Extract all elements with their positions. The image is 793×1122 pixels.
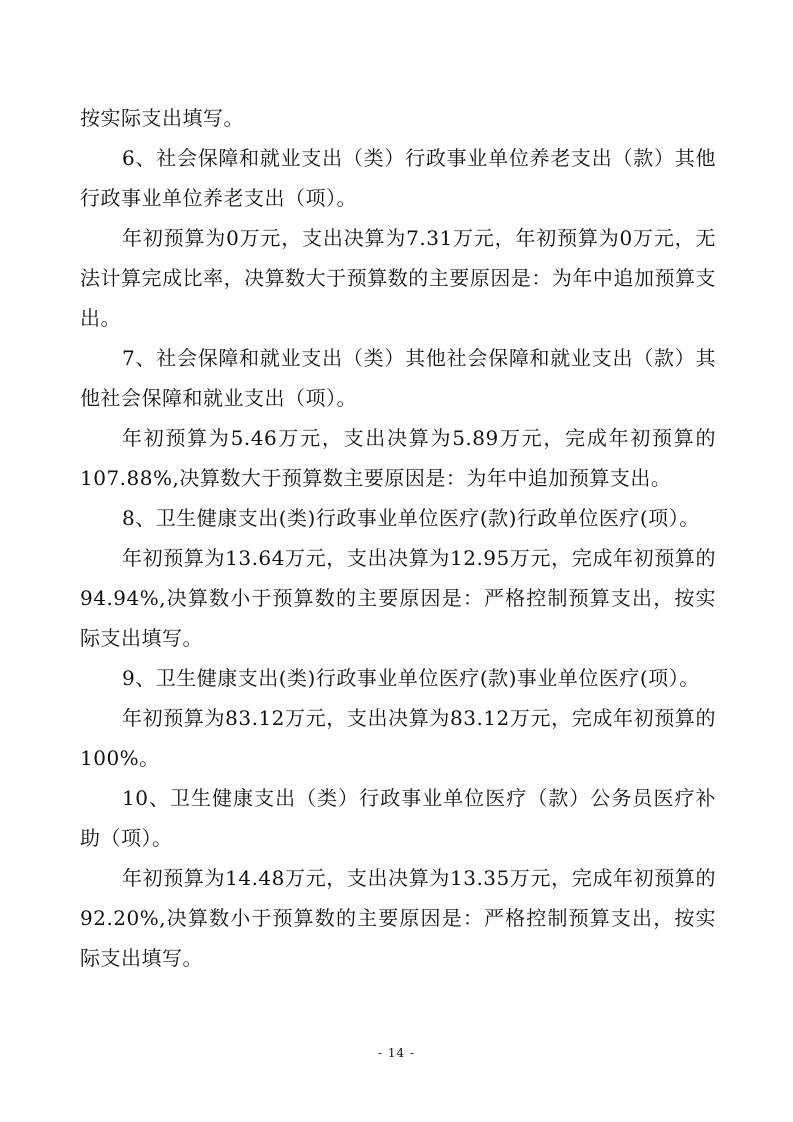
page-number: - 14 - <box>377 1046 415 1060</box>
body-text <box>80 98 716 978</box>
paragraph-6: 8、卫生健康支出(类)行政事业单位医疗(款)行政单位医疗(项）。 <box>122 506 700 530</box>
paragraph-4: 7、社会保障和就业支出（类）其他社会保障和就业支出（款）其他社会保障和就业支出（项）。 <box>80 346 716 410</box>
paragraph-2: 6、社会保障和就业支出（类）行政事业单位养老支出（款）其他行政事业单位养老支出（项）。 <box>80 146 716 210</box>
paragraph-10: 10、卫生健康支出（类）行政事业单位医疗（款）公务员医疗补助（项）。 <box>80 786 716 850</box>
paragraph-8: 9、卫生健康支出(类)行政事业单位医疗(款)事业单位医疗(项）。 <box>122 666 700 690</box>
paragraph-11: 年初预算为14.48万元，支出决算为13.35万元，完成年初预算的92.20%,决算数小于预算数的主要原因是：严格控制预算支出，按实际支出填写。 <box>80 866 716 970</box>
paragraph-9: 年初预算为83.12万元，支出决算为83.12万元，完成年初预算的100%。 <box>80 706 716 770</box>
paragraph-7: 年初预算为13.64万元，支出决算为12.95万元，完成年初预算的94.94%,决算数小于预算数的主要原因是：严格控制预算支出，按实际支出填写。 <box>80 546 716 650</box>
paragraph-1: 按实际支出填写。 <box>80 106 244 130</box>
paragraph-3: 年初预算为0万元，支出决算为7.31万元，年初预算为0万元，无法计算完成比率，决算数大于预算数的主要原因是：为年中追加预算支出。 <box>80 226 716 330</box>
paragraph-5: 年初预算为5.46万元，支出决算为5.89万元，完成年初预算的107.88%,决算数大于预算数主要原因是：为年中追加预算支出。 <box>80 426 716 490</box>
